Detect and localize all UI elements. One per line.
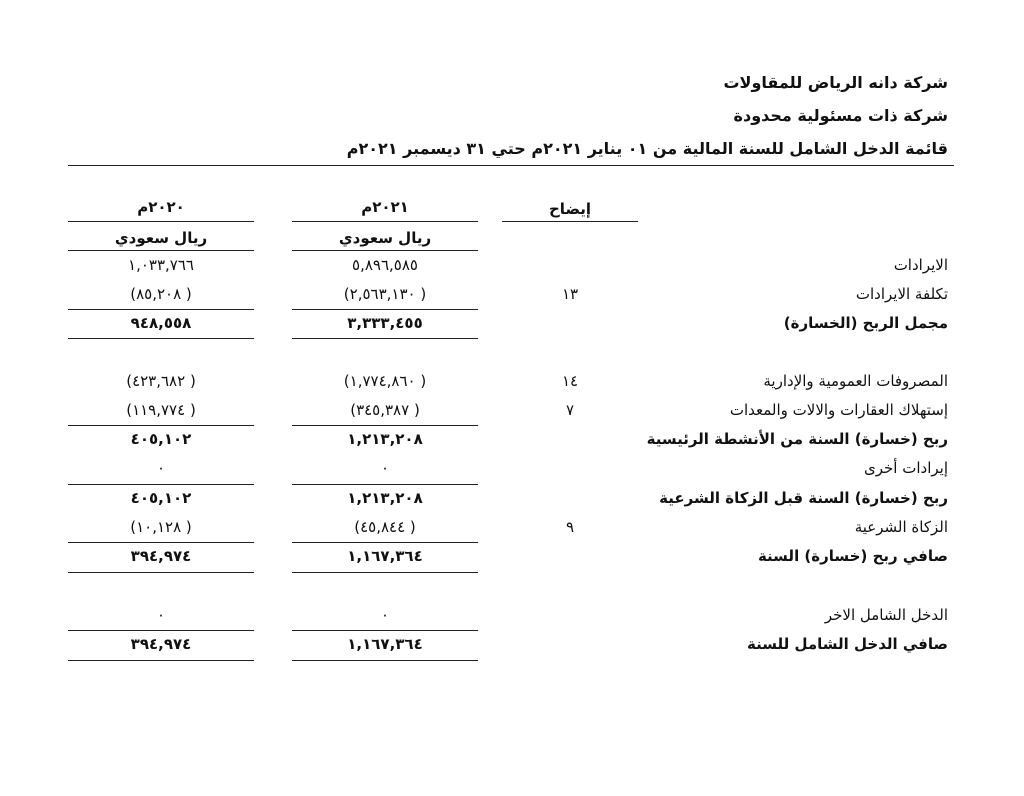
row-label: ربح (خسارة) السنة قبل الزكاة الشرعية bbox=[659, 489, 948, 507]
year-2020-header: ٢٠٢٠م bbox=[137, 198, 185, 216]
row-other-comprehensive-income bbox=[0, 602, 1024, 631]
row-value-2020: ( ١٠,١٢٨) bbox=[130, 518, 192, 536]
row-note: ١٤ bbox=[561, 372, 579, 390]
total-rule bbox=[292, 338, 478, 339]
row-value-2021: ( ٤٥,٨٤٤) bbox=[354, 518, 416, 536]
row-zakat bbox=[0, 514, 1024, 543]
entity-type: شركة ذات مسئولية محدودة bbox=[733, 106, 948, 125]
total-rule bbox=[68, 338, 254, 339]
row-label: صافي الدخل الشامل للسنة bbox=[746, 635, 948, 653]
row-value-2021: ( ٣٤٥,٣٨٧) bbox=[350, 401, 420, 419]
row-operating-profit bbox=[0, 426, 1024, 455]
row-value-2020: ( ١١٩,٧٧٤) bbox=[126, 401, 196, 419]
row-value-2021: ١,٢١٣,٢٠٨ bbox=[347, 489, 423, 507]
row-value-2020: ٠ bbox=[156, 459, 166, 477]
row-label: الايرادات bbox=[893, 256, 948, 274]
currency-2020-rule bbox=[68, 250, 254, 251]
row-value-2021: ( ٢,٥٦٣,١٣٠) bbox=[343, 285, 427, 303]
row-label: صافي ربح (خسارة) السنة bbox=[757, 547, 948, 565]
row-value-2021: ١,١٦٧,٣٦٤ bbox=[347, 547, 423, 565]
row-value-2021: ( ١,٧٧٤,٨٦٠) bbox=[343, 372, 427, 390]
year-2020-rule bbox=[68, 221, 254, 222]
row-label: إيرادات أخرى bbox=[864, 459, 948, 477]
row-label: إستهلاك العقارات والالات والمعدات bbox=[729, 401, 948, 419]
row-other-income bbox=[0, 455, 1024, 484]
row-label: ربح (خسارة) السنة من الأنشطة الرئيسية bbox=[646, 430, 948, 448]
row-value-2020: ٤٠٥,١٠٢ bbox=[130, 489, 192, 507]
year-2021-rule bbox=[292, 221, 478, 222]
row-note: ٧ bbox=[565, 401, 575, 419]
row-label: تكلفة الايرادات bbox=[855, 285, 948, 303]
row-value-2020: ٠ bbox=[156, 606, 166, 624]
row-value-2021: ٣,٣٣٣,٤٥٥ bbox=[347, 314, 423, 332]
total-rule bbox=[68, 660, 254, 661]
row-label: الزكاة الشرعية bbox=[854, 518, 948, 536]
statement-title: قائمة الدخل الشامل للسنة المالية من ٠١ يناير ٢٠٢١م حتي ٣١ ديسمبر ٢٠٢١م bbox=[346, 139, 948, 158]
row-profit-before-zakat bbox=[0, 485, 1024, 514]
note-column-header: إيضاح bbox=[549, 200, 591, 218]
row-label: المصروفات العمومية والإدارية bbox=[763, 372, 948, 390]
row-net-profit bbox=[0, 543, 1024, 572]
row-value-2021: ٥,٨٩٦,٥٨٥ bbox=[352, 256, 418, 274]
note-header-rule bbox=[502, 221, 638, 222]
row-general-admin-expenses bbox=[0, 368, 1024, 397]
company-name: شركة دانه الرياض للمقاولات bbox=[723, 73, 948, 92]
header-divider bbox=[68, 165, 954, 166]
row-value-2020: ١,٠٣٣,٧٦٦ bbox=[128, 256, 194, 274]
row-value-2020: ( ٨٥,٢٠٨) bbox=[130, 285, 192, 303]
total-rule bbox=[292, 572, 478, 573]
row-value-2021: ٠ bbox=[380, 606, 390, 624]
row-note: ٩ bbox=[565, 518, 575, 536]
total-rule bbox=[68, 572, 254, 573]
row-value-2020: ٩٤٨,٥٥٨ bbox=[130, 314, 192, 332]
row-cost-of-revenue bbox=[0, 281, 1024, 310]
row-value-2020: ٣٩٤,٩٧٤ bbox=[130, 635, 192, 653]
row-value-2020: ٣٩٤,٩٧٤ bbox=[130, 547, 192, 565]
statement-header bbox=[347, 70, 948, 169]
row-value-2020: ( ٤٢٣,٦٨٢) bbox=[126, 372, 196, 390]
row-value-2021: ١,١٦٧,٣٦٤ bbox=[347, 635, 423, 653]
row-label: الدخل الشامل الاخر bbox=[824, 606, 948, 624]
row-note: ١٣ bbox=[561, 285, 579, 303]
row-value-2020: ٤٠٥,١٠٢ bbox=[130, 430, 192, 448]
total-rule bbox=[292, 660, 478, 661]
row-label: مجمل الربح (الخسارة) bbox=[783, 314, 948, 332]
row-gross-profit bbox=[0, 310, 1024, 339]
currency-2020-header: ريال سعودي bbox=[114, 229, 208, 247]
row-value-2021: ٠ bbox=[380, 459, 390, 477]
currency-2021-rule bbox=[292, 250, 478, 251]
row-revenue bbox=[0, 252, 1024, 281]
row-net-comprehensive-income bbox=[0, 631, 1024, 660]
row-value-2021: ١,٢١٣,٢٠٨ bbox=[347, 430, 423, 448]
currency-2021-header: ريال سعودي bbox=[338, 229, 432, 247]
row-depreciation bbox=[0, 397, 1024, 426]
year-2021-header: ٢٠٢١م bbox=[361, 198, 409, 216]
